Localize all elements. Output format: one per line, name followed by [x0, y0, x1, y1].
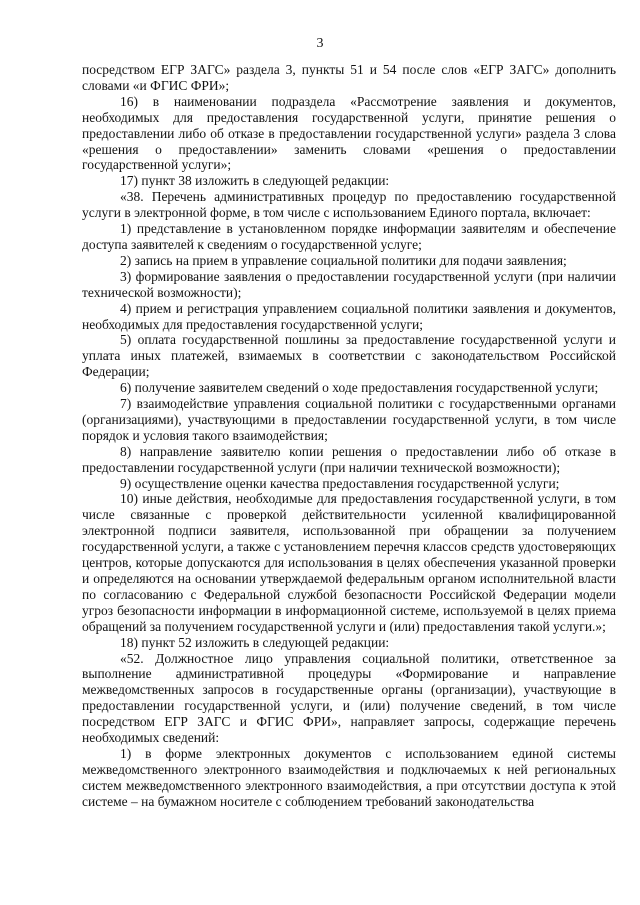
- paragraph: 8) направление заявителю копии решения о предоставлении либо об отказе в предоставлении государственной услуги (при наличии технической возможности);: [82, 443, 616, 475]
- paragraph: 16) в наименовании подраздела «Рассмотрение заявления и документов, необходимых для предоставления государственной услуги, принятие решения о предоставлении либо об отказе в предоставлении государственной услуги» раздела 3 слова «решения о предоставлении» заменить словами «решения о предоставлении государственной услуги»;: [82, 93, 616, 173]
- paragraph: 7) взаимодействие управления социальной политики с государственными органами (организациями), участвующими в предоставлении государственной услуги, в том числе порядок и условия такого взаимодействия;: [82, 396, 616, 443]
- paragraph: 3) формирование заявления о предоставлении государственной услуги (при наличии технической возможности);: [82, 268, 616, 300]
- paragraph: «52. Должностное лицо управления социальной политики, ответственное за выполнение административной процедуры «Формирование и направление межведомственных запросов в государственные органы (организации), участвующие в предоставлении государственной услуги, и (или) получение сведений, в том числе посредством ЕГР ЗАГС и ФГИС ФРИ», направляет запросы, содержащие перечень необходимых сведений:: [82, 650, 616, 746]
- paragraph: «38. Перечень административных процедур по предоставлению государственной услуги в электронной форме, в том числе с использованием Единого портала, включает:: [82, 189, 616, 221]
- paragraph: 9) осуществление оценки качества предоставления государственной услуги;: [120, 475, 560, 491]
- paragraph: 4) прием и регистрация управлением социальной политики заявления и документов, необходимых для предоставления государственной услуги;: [82, 300, 616, 332]
- paragraph: 1) представление в установленном порядке информации заявителям и обеспечение доступа заявителей к сведениям о государственной услуге;: [82, 221, 616, 252]
- paragraph: 1) в форме электронных документов с использованием единой системы межведомственного электронного взаимодействия и подключаемых к ней региональных систем межведомственного электронного взаимодействия, а при отсутствии доступа к этой системе – на бумажном носителе с соблюдением требований законодательства: [82, 745, 616, 809]
- paragraph: 10) иные действия, необходимые для предоставления государственной услуги, в том числе связанные с проверкой действительности усиленной квалифицированной электронной подписи заявителя, использованной при обращении за получением государственной услуги, а также с установлением перечня классов средств удостоверяющих центров, которые допускаются для использования в целях обеспечения указанной проверки и определяются на основании утверждаемой федеральным органом исполнительной власти по согласованию с Федеральной службой безопасности Российской Федерации модели угроз безопасности информации в информационной системе, используемой в целях приема обращений за получением государственной услуги и (или) предоставления такой услуги.»;: [82, 491, 616, 634]
- paragraph: посредством ЕГР ЗАГС» раздела 3, пункты 51 и 54 после слов «ЕГР ЗАГС» дополнить словами «и ФГИС ФРИ»;: [82, 62, 616, 93]
- paragraph: 5) оплата государственной пошлины за предоставление государственной услуги и уплата иных платежей, взимаемых в соответствии с законодательством Российской Федерации;: [82, 332, 616, 380]
- document-body: [82, 62, 616, 810]
- paragraph: 2) запись на прием в управление социальной политики для подачи заявления;: [120, 252, 567, 268]
- paragraph: 17) пункт 38 изложить в следующей редакции:: [120, 173, 390, 189]
- paragraph: 18) пункт 52 изложить в следующей редакции:: [120, 634, 390, 650]
- page-number: 3: [316, 36, 324, 51]
- paragraph: 6) получение заявителем сведений о ходе предоставления государственной услуги;: [120, 380, 599, 396]
